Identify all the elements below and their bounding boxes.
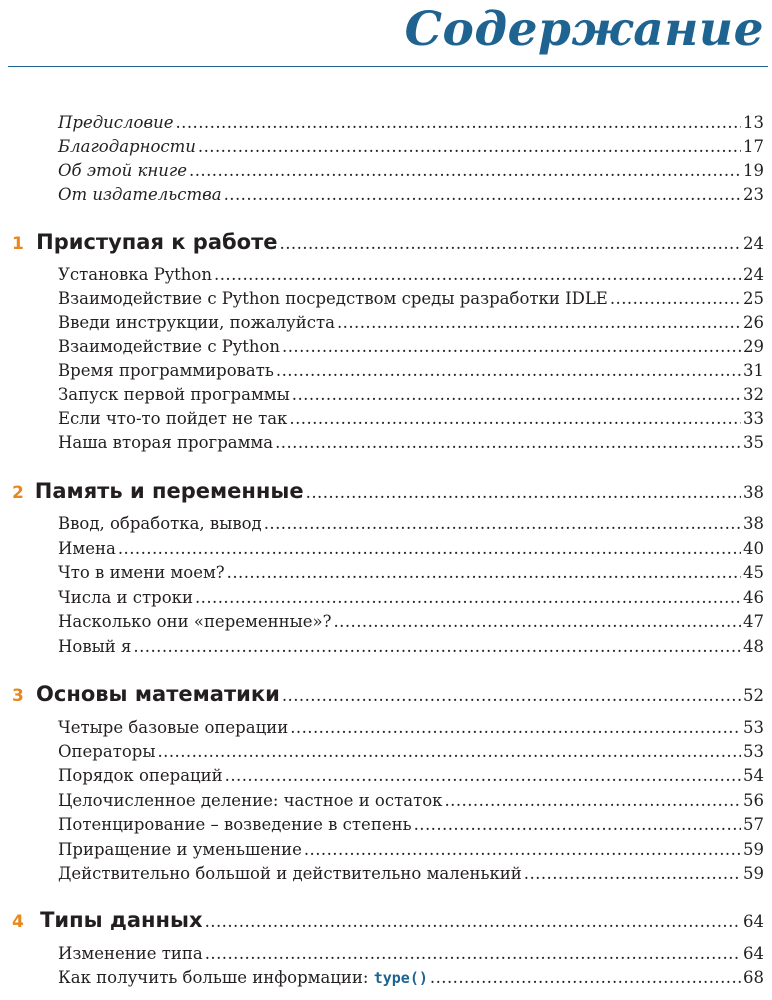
entry-page: 17: [743, 137, 764, 156]
dot-leader: [524, 862, 741, 886]
dot-leader: [275, 431, 741, 455]
entry-page: 29: [743, 337, 764, 356]
dot-leader: [189, 159, 741, 183]
entry-title: Потенцирование – возведение в степень: [58, 815, 412, 834]
dot-leader: [282, 686, 741, 705]
dot-leader: [227, 561, 741, 585]
entry-page: 26: [743, 313, 764, 332]
dot-leader: [280, 234, 741, 253]
section-entry[interactable]: [58, 716, 764, 740]
entry-page: 31: [743, 361, 764, 380]
section-entry[interactable]: [58, 431, 764, 455]
section-entry[interactable]: [58, 813, 764, 837]
section-entry[interactable]: [58, 263, 764, 287]
entry-title: Установка Python: [58, 265, 212, 284]
dot-leader: [282, 335, 741, 359]
chapter-heading[interactable]: [0, 682, 764, 712]
front-matter-entry[interactable]: [58, 111, 764, 135]
entry-title: Порядок операций: [58, 766, 223, 785]
entry-page: 19: [743, 161, 764, 180]
dot-leader: [289, 407, 741, 431]
dot-leader: [304, 838, 741, 862]
dot-leader: [198, 135, 741, 159]
entry-title: От издательства: [58, 185, 222, 204]
section-entry[interactable]: [58, 383, 764, 407]
section-entry[interactable]: [58, 586, 764, 610]
dot-leader: [195, 586, 741, 610]
chapter-page: 38: [743, 483, 764, 502]
front-matter-entry[interactable]: [58, 159, 764, 183]
chapter-number: 3: [12, 686, 24, 706]
entry-page: 45: [743, 563, 764, 582]
section-entry[interactable]: [58, 862, 764, 886]
entry-title: Время программировать: [58, 361, 274, 380]
front-matter-entry[interactable]: [58, 135, 764, 159]
section-entry[interactable]: [58, 764, 764, 788]
inline-code: type(): [373, 969, 428, 987]
entry-page: 46: [743, 588, 764, 607]
section-entry[interactable]: [58, 512, 764, 536]
chapter-heading[interactable]: [0, 230, 764, 260]
dot-leader: [133, 635, 741, 659]
page-title: Содержание: [404, 2, 764, 57]
section-entry[interactable]: [58, 407, 764, 431]
dot-leader: [444, 789, 741, 813]
entry-title: Благодарности: [58, 137, 196, 156]
chapter-title: Память и переменные: [34, 479, 304, 503]
entry-page: 57: [743, 815, 764, 834]
entry-title: Введи инструкции, пожалуйста: [58, 313, 335, 332]
chapter-heading[interactable]: [0, 479, 764, 509]
section-entry[interactable]: [58, 838, 764, 862]
section-entry[interactable]: [58, 311, 764, 335]
entry-page: 23: [743, 185, 764, 204]
entry-title: Об этой книге: [58, 161, 187, 180]
section-entry[interactable]: [58, 942, 764, 966]
entry-title: Новый я: [58, 637, 132, 656]
dot-leader: [118, 537, 741, 561]
chapter-page: 52: [743, 686, 764, 705]
entry-title: Целочисленное деление: частное и остаток: [58, 791, 443, 810]
entry-page: 54: [743, 766, 764, 785]
chapter-title: Основы математики: [36, 682, 280, 706]
section-entry[interactable]: [58, 966, 764, 990]
entry-page: 47: [743, 612, 764, 631]
section-entry[interactable]: [58, 359, 764, 383]
entry-page: 64: [743, 944, 764, 963]
section-entry[interactable]: [58, 287, 764, 311]
title-divider: [8, 66, 768, 67]
dot-leader: [205, 912, 741, 931]
entry-page: 48: [743, 637, 764, 656]
entry-title: Насколько они «переменные»?: [58, 612, 332, 631]
entry-page: 56: [743, 791, 764, 810]
dot-leader: [610, 287, 741, 311]
entry-title: Операторы: [58, 742, 156, 761]
dot-leader: [276, 359, 741, 383]
entry-title: Предисловие: [58, 113, 174, 132]
entry-page: 25: [743, 289, 764, 308]
chapter-number: 4: [12, 912, 24, 932]
entry-title: Если что-то пойдет не так: [58, 409, 288, 428]
entry-page: 53: [743, 742, 764, 761]
entry-title: Взаимодействие с Python посредством среды разработки IDLE: [58, 289, 608, 308]
dot-leader: [157, 740, 741, 764]
entry-title: Наша вторая программа: [58, 433, 274, 452]
section-entry[interactable]: [58, 335, 764, 359]
entry-page: 53: [743, 718, 764, 737]
dot-leader: [225, 764, 741, 788]
chapter-number: 2: [12, 483, 24, 503]
entry-page: 32: [743, 385, 764, 404]
entry-page: 13: [743, 113, 764, 132]
entry-title: Как получить больше информации:: [58, 968, 374, 987]
chapter-title: Типы данных: [40, 908, 203, 932]
dot-leader: [224, 183, 741, 207]
front-matter-entry[interactable]: [58, 183, 764, 207]
dot-leader: [214, 263, 741, 287]
entry-page: 59: [743, 864, 764, 883]
chapter-number: 1: [12, 234, 24, 254]
entry-title: Ввод, обработка, вывод: [58, 514, 262, 533]
dot-leader: [337, 311, 741, 335]
section-entry[interactable]: [58, 561, 764, 585]
section-entry[interactable]: [58, 740, 764, 764]
entry-page: 24: [743, 265, 764, 284]
entry-title: Имена: [58, 539, 116, 558]
entry-title: Числа и строки: [58, 588, 193, 607]
section-entry[interactable]: [58, 789, 764, 813]
dot-leader: [205, 942, 741, 966]
entry-title: Изменение типа: [58, 944, 203, 963]
entry-title: Запуск первой программы: [58, 385, 290, 404]
entry-title: Что в имени моем?: [58, 563, 225, 582]
entry-page: 40: [743, 539, 764, 558]
dot-leader: [430, 966, 741, 990]
dot-leader: [306, 483, 741, 502]
section-entry[interactable]: [58, 610, 764, 634]
dot-leader: [333, 610, 741, 634]
entry-page: 38: [743, 514, 764, 533]
section-entry[interactable]: [58, 635, 764, 659]
chapter-page: 64: [743, 912, 764, 931]
dot-leader: [264, 512, 741, 536]
entry-page: 35: [743, 433, 764, 452]
entry-page: 68: [743, 968, 764, 987]
entry-title: Четыре базовые операции: [58, 718, 289, 737]
dot-leader: [414, 813, 741, 837]
chapter-page: 24: [743, 234, 764, 253]
dot-leader: [292, 383, 741, 407]
dot-leader: [175, 111, 741, 135]
chapter-title: Приступая к работе: [36, 230, 278, 254]
entry-title: Приращение и уменьшение: [58, 840, 302, 859]
section-entry[interactable]: [58, 537, 764, 561]
entry-title: Взаимодействие с Python: [58, 337, 281, 356]
dot-leader: [290, 716, 741, 740]
entry-title: Действительно большой и действительно маленький: [58, 864, 522, 883]
entry-page: 59: [743, 840, 764, 859]
entry-page: 33: [743, 409, 764, 428]
chapter-heading[interactable]: [0, 908, 764, 938]
